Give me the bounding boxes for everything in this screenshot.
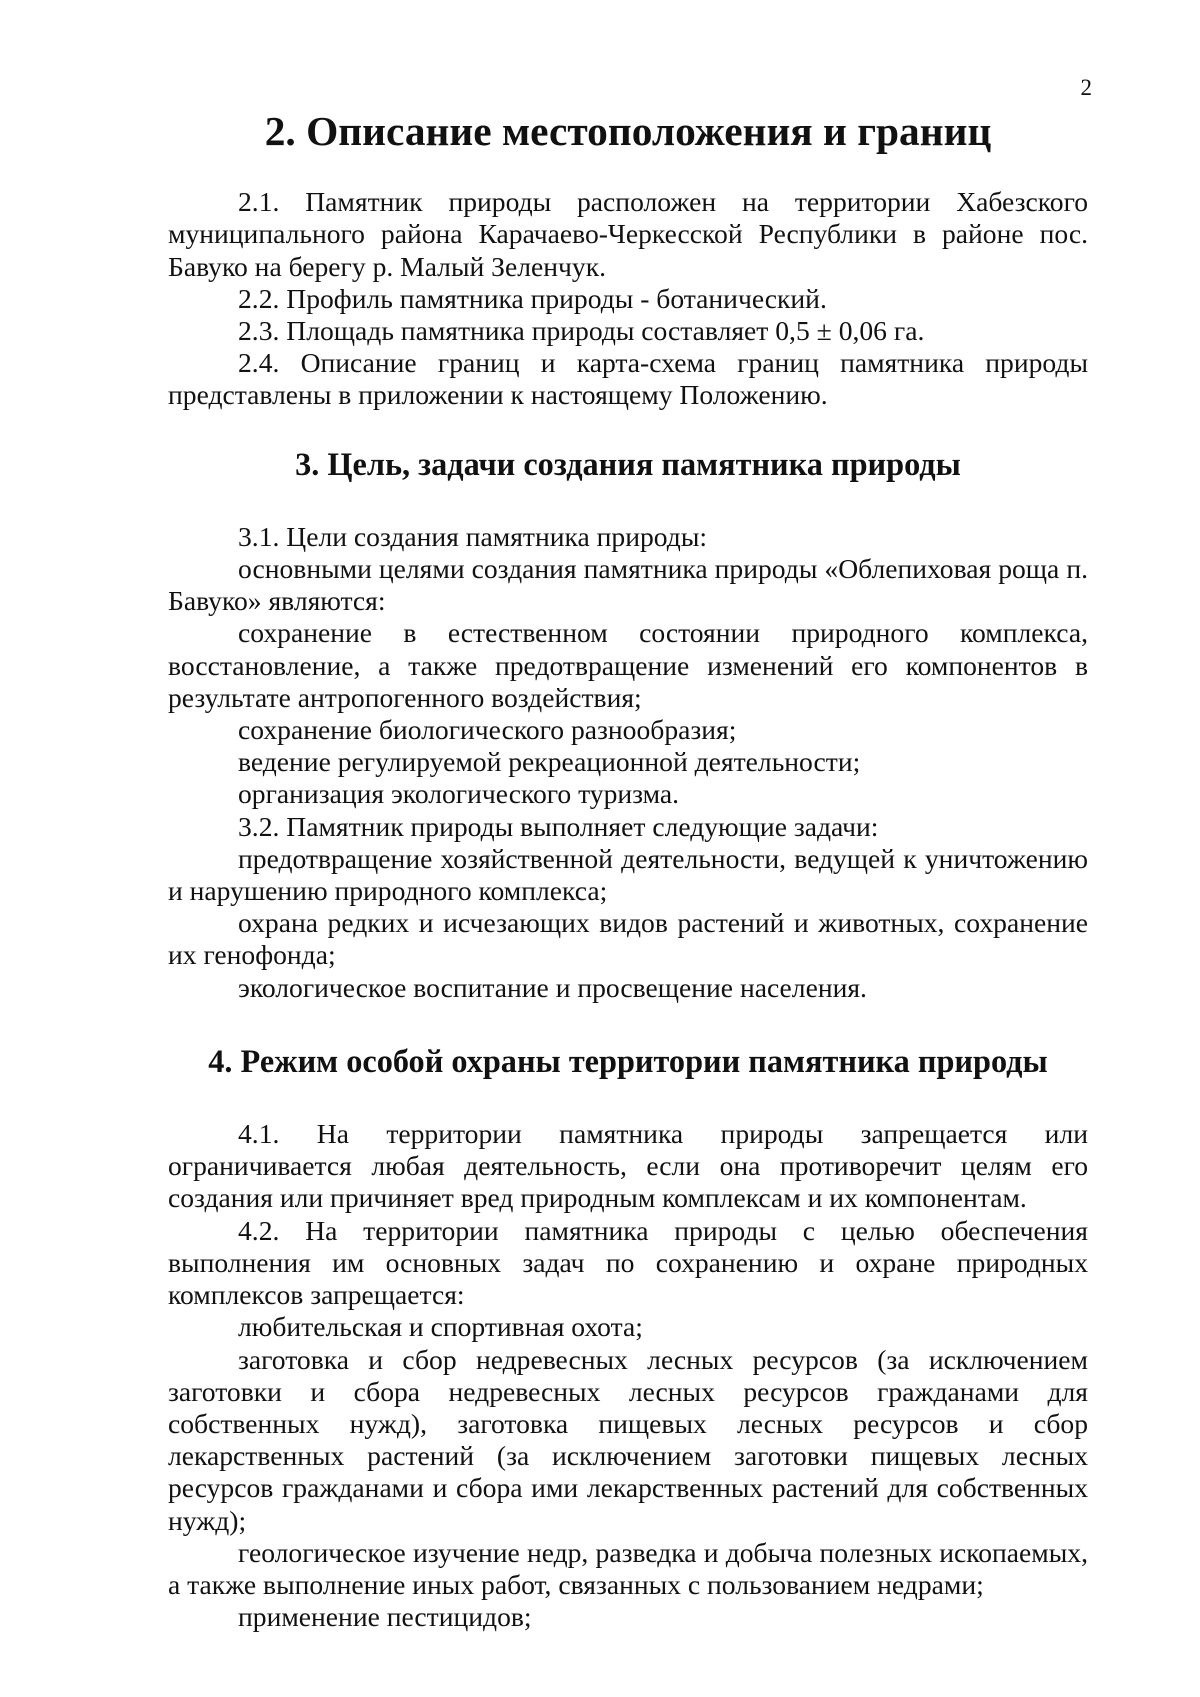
list-item: ведение регулируемой рекреационной деятельности; bbox=[238, 746, 861, 778]
paragraph-4-2: 4.2. На территории памятника природы с целью обеспечения выполнения им основных задач по сохранению и охране природных комплексов запрещается: bbox=[168, 1214, 1088, 1311]
list-item: применение пестицидов; bbox=[238, 1601, 532, 1633]
list-item: заготовка и сбор недревесных лесных ресурсов (за исключением заготовки и сбора недревесных лесных ресурсов гражданами для собственных нужд), заготовка пищевых лесных ресурсов и сбор лекарственных растений (за исключением заготовки пищевых лесных ресурсов гражданами и сбора ими лекарственных растений для собственных нужд); bbox=[168, 1343, 1088, 1536]
list-item: геологическое изучение недр, разведка и добыча полезных ископаемых, а также выполнение иных работ, связанных с пользованием недрами; bbox=[168, 1536, 1088, 1600]
list-item: любительская и спортивная охота; bbox=[238, 1311, 643, 1343]
paragraph-2-3: 2.3. Площадь памятника природы составляет 0,5 ± 0,06 га. bbox=[238, 315, 925, 347]
page-number: 2 bbox=[1080, 75, 1092, 100]
paragraph-4-1: 4.1. На территории памятника природы запрещается или ограничивается любая деятельность, если она противоречит целям его создания или причиняет вред природным комплексам и их компонентам. bbox=[168, 1118, 1088, 1214]
list-item: сохранение биологического разнообразия; bbox=[238, 714, 737, 746]
list-item: охрана редких и исчезающих видов растений и животных, сохранение их генофонда; bbox=[168, 907, 1088, 971]
section-3-heading: 3. Цель, задачи создания памятника природы bbox=[295, 445, 961, 482]
list-item: предотвращение хозяйственной деятельности, ведущей к уничтожению и нарушению природного комплекса; bbox=[168, 842, 1088, 907]
paragraph-2-1: 2.1. Памятник природы расположен на территории Хабезского муниципального района Карачаево-Черкесской Республики в районе пос. Бавуко на берегу р. Малый Зеленчук. bbox=[168, 186, 1088, 282]
section-2-heading: 2. Описание местоположения и границ bbox=[264, 108, 992, 154]
section-4-heading: 4. Режим особой охраны территории памятника природы bbox=[208, 1042, 1048, 1079]
paragraph-2-2: 2.2. Профиль памятника природы - ботанический. bbox=[238, 282, 827, 314]
document-body bbox=[168, 108, 1088, 1633]
list-item: организация экологического туризма. bbox=[238, 778, 680, 810]
paragraph-3-2: 3.2. Памятник природы выполняет следующие задачи: bbox=[238, 810, 879, 842]
list-item: экологическое воспитание и просвещение населения. bbox=[238, 971, 867, 1003]
paragraph-3-1: 3.1. Цели создания памятника природы: bbox=[238, 520, 708, 552]
paragraph-2-4: 2.4. Описание границ и карта-схема границ памятника природы представлены в приложении к настоящему Положению. bbox=[168, 347, 1088, 411]
list-item: сохранение в естественном состоянии природного комплекса, восстановление, а также предотвращение изменений его компонентов в результате антропогенного воздействия; bbox=[168, 617, 1088, 713]
paragraph-3-1-intro: основными целями создания памятника природы «Облепиховая роща п. Бавуко» являются: bbox=[168, 553, 1088, 617]
